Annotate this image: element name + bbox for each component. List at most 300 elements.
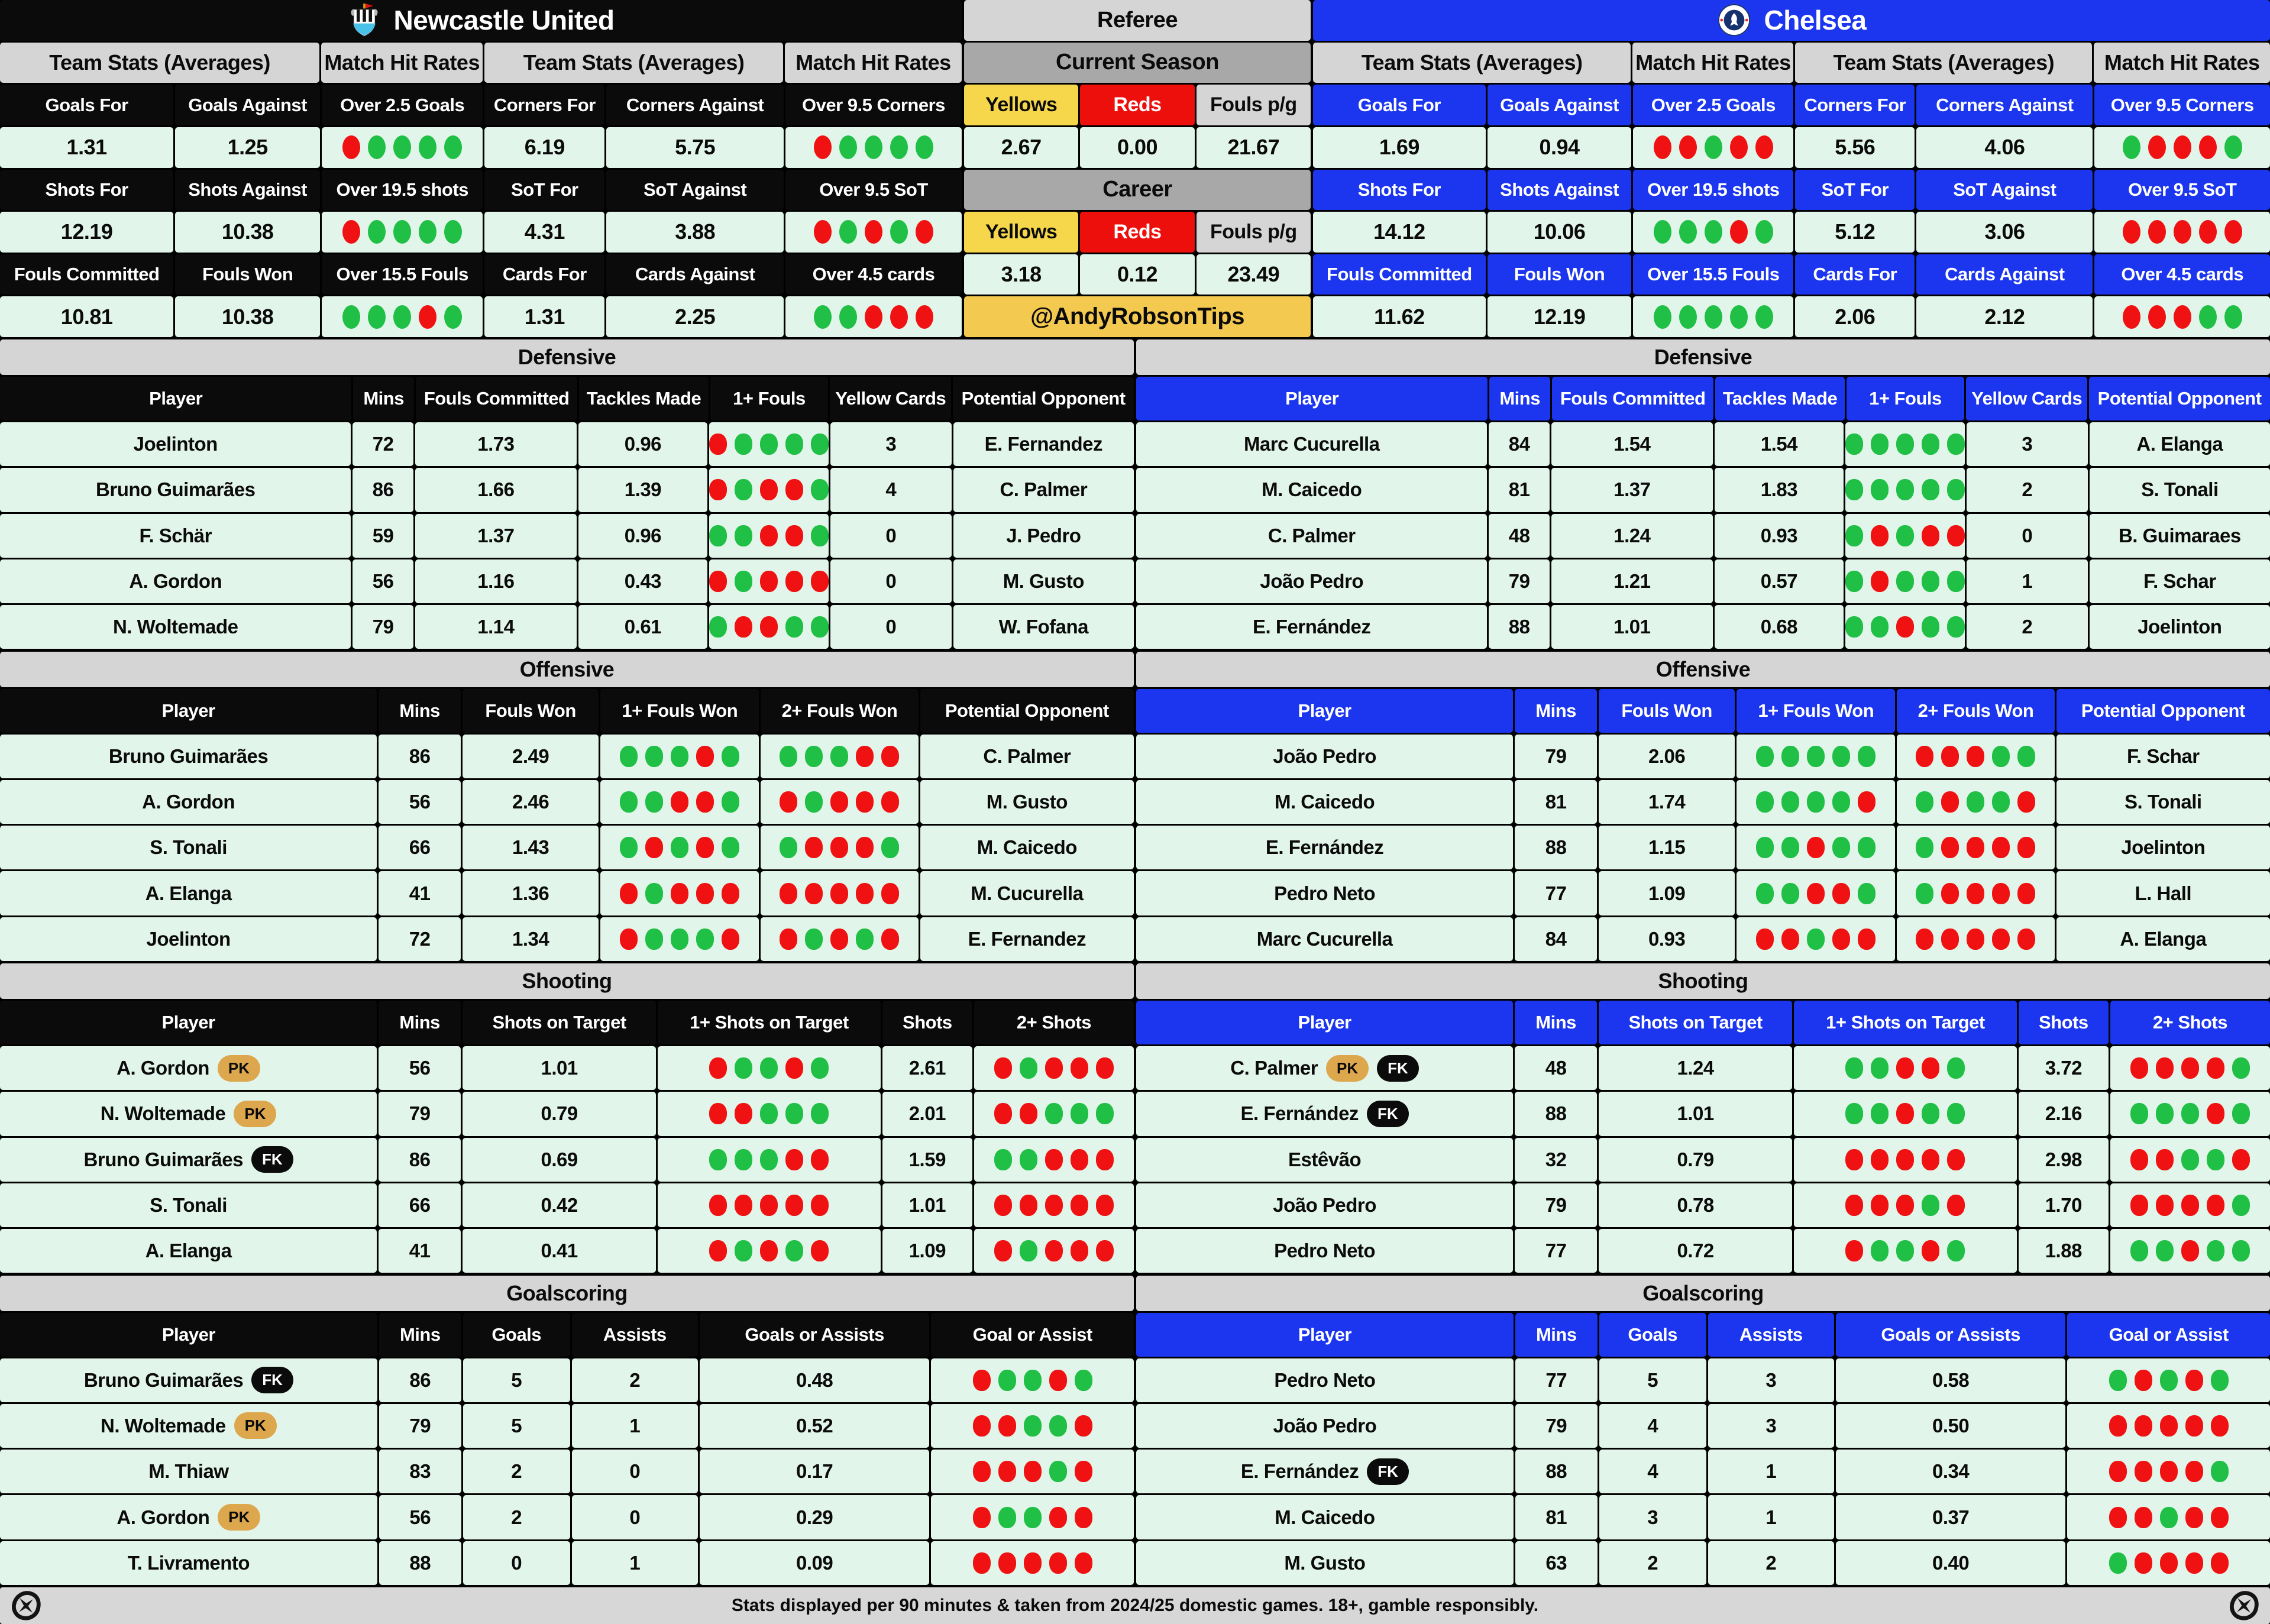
hit-dot-red xyxy=(2199,135,2217,159)
stat-value: 10.38 xyxy=(175,296,320,337)
player-name: A. Gordon xyxy=(117,1057,209,1079)
table-row xyxy=(1136,559,2270,603)
player-cell: E. Fernández xyxy=(1136,605,1487,649)
hit-dot-red xyxy=(1858,929,1876,950)
hit-dot-red xyxy=(2130,1195,2148,1216)
hit-dot-red xyxy=(2207,1057,2224,1079)
stat-value-row xyxy=(1313,212,2270,253)
stat-label: SoT For xyxy=(484,170,604,211)
hit-dot-red xyxy=(811,1149,829,1170)
hit-dot-green xyxy=(1020,1057,1037,1079)
hit-dot-red xyxy=(760,1240,778,1261)
hit-dot-red xyxy=(830,929,848,950)
table-cell: 79 xyxy=(379,1404,461,1448)
table-cell: 1 xyxy=(572,1541,698,1585)
hit-dot-red xyxy=(1781,929,1799,950)
penalty-taker-badge: PK xyxy=(234,1412,277,1439)
group-header-team-stats: Team Stats (Averages) xyxy=(0,43,319,83)
stat-label: Cards Against xyxy=(606,254,784,295)
offensive-section-away xyxy=(1136,652,2270,962)
column-header: Tackles Made xyxy=(1715,377,1844,420)
hit-dot-red xyxy=(709,1103,727,1124)
stat-value-row xyxy=(1313,127,2270,168)
hit-dot-red xyxy=(994,1103,1012,1124)
hit-dot-red xyxy=(1896,1103,1914,1124)
table-row xyxy=(1136,1358,2270,1402)
column-header: Player xyxy=(1136,689,1513,733)
hit-dot-green xyxy=(2181,1103,2199,1124)
table-cell: 88 xyxy=(1515,1092,1597,1135)
player-cell: Pedro Neto xyxy=(1136,1358,1514,1402)
hit-dot-green xyxy=(1967,791,1984,813)
hit-dot-green xyxy=(805,746,823,767)
hit-dot-green xyxy=(1992,791,2010,813)
column-header: 2+ Shots xyxy=(2110,1001,2270,1044)
hit-dot-red xyxy=(998,1415,1016,1437)
hit-dot-green xyxy=(1858,883,1876,904)
player-cell: Joelinton xyxy=(0,917,377,961)
hit-dot-green xyxy=(785,616,803,638)
hit-dot-green xyxy=(1845,525,1863,546)
hit-dot-red xyxy=(998,1552,1016,1574)
hit-dot-red xyxy=(419,305,436,329)
stat-value: 5.12 xyxy=(1795,212,1915,253)
hit-rate-dots xyxy=(780,837,899,858)
hit-dot-green xyxy=(1832,837,1850,858)
table-row xyxy=(0,1404,1134,1448)
table-cell xyxy=(931,1450,1134,1493)
hit-dot-green xyxy=(2224,135,2242,159)
stat-value xyxy=(1633,296,1793,337)
table-cell xyxy=(1737,826,1895,869)
hit-dot-red xyxy=(1896,1057,1914,1079)
shooting-section-home xyxy=(0,963,1134,1273)
table-cell: 1.24 xyxy=(1551,514,1713,558)
table-header-row xyxy=(0,1001,1134,1044)
table-cell: 2.61 xyxy=(882,1046,972,1090)
stat-label: Shots Against xyxy=(175,170,320,211)
hit-dot-red xyxy=(994,1195,1012,1216)
table-cell: 86 xyxy=(353,468,413,512)
hit-dot-red xyxy=(1096,1057,1114,1079)
hit-dot-green xyxy=(839,220,857,244)
table-row xyxy=(1136,917,2270,961)
table-cell: 2 xyxy=(572,1358,698,1402)
table-row xyxy=(1136,735,2270,778)
table-cell: 3 xyxy=(1599,1495,1706,1539)
hit-dot-green xyxy=(2156,1240,2174,1261)
table-cell: 1.14 xyxy=(415,605,577,649)
player-cell: A. Gordon xyxy=(0,559,351,603)
hit-dot-red xyxy=(865,305,882,329)
hit-dot-green xyxy=(1922,616,1939,638)
hit-dot-red xyxy=(830,791,848,813)
table-cell: Joelinton xyxy=(2090,605,2270,649)
hit-dot-red xyxy=(2156,1057,2174,1079)
table-cell: 0.48 xyxy=(700,1358,929,1402)
hit-dot-red xyxy=(1845,1149,1863,1170)
hit-dot-red xyxy=(760,616,778,638)
table-cell xyxy=(761,917,918,961)
table-row xyxy=(1136,1404,2270,1448)
table-cell: 1.39 xyxy=(578,468,707,512)
hit-dot-green xyxy=(1807,746,1825,767)
hit-dot-red xyxy=(2181,1057,2199,1079)
hit-rate-dots xyxy=(973,1507,1092,1528)
table-row xyxy=(0,1138,1134,1182)
column-header: Mins xyxy=(379,1313,461,1357)
hit-dot-red xyxy=(973,1552,991,1574)
table-cell: 3 xyxy=(1708,1404,1834,1448)
player-cell: S. Tonali xyxy=(0,826,377,869)
hit-dot-red xyxy=(1832,883,1850,904)
hit-dot-red xyxy=(1967,837,1984,858)
table-cell: 1.16 xyxy=(415,559,577,603)
table-cell: 1 xyxy=(1708,1495,1834,1539)
hit-dot-red xyxy=(1807,883,1825,904)
hit-rate-dots xyxy=(2130,1057,2250,1079)
stat-value: 10.06 xyxy=(1488,212,1632,253)
hit-dot-green xyxy=(1858,837,1876,858)
table-cell: 0.29 xyxy=(700,1495,929,1539)
hit-rate-dots xyxy=(2109,1415,2229,1437)
defensive-section-away xyxy=(1136,339,2270,649)
hit-dot-red xyxy=(1096,1195,1114,1216)
stat-label: Goals Against xyxy=(1488,85,1632,125)
stat-value xyxy=(2094,127,2270,168)
hit-dot-red xyxy=(2224,220,2242,244)
player-cell xyxy=(1136,1046,1513,1090)
table-cell: F. Schar xyxy=(2056,735,2270,778)
hit-dot-red xyxy=(785,479,803,500)
freekick-taker-badge: FK xyxy=(251,1146,293,1173)
hit-dot-red xyxy=(2211,1415,2229,1437)
hit-dot-green xyxy=(1845,571,1863,592)
table-row xyxy=(1136,1046,2270,1090)
table-cell xyxy=(2110,1138,2270,1182)
hit-dot-green xyxy=(780,837,797,858)
table-cell: 48 xyxy=(1489,514,1549,558)
hit-dot-red xyxy=(973,1507,991,1528)
hit-dot-green xyxy=(735,479,752,500)
table-cell xyxy=(658,1046,881,1090)
table-row xyxy=(1136,1183,2270,1227)
hit-dot-green xyxy=(1896,1240,1914,1261)
hit-dot-green xyxy=(393,135,411,159)
career-yellows-value: 3.18 xyxy=(964,254,1078,295)
table-cell: 1.73 xyxy=(415,422,577,466)
hit-dot-red xyxy=(760,525,778,546)
table-cell: 0 xyxy=(1967,514,2088,558)
hit-dot-red xyxy=(881,791,899,813)
table-row xyxy=(0,559,1134,603)
player-cell: Pedro Neto xyxy=(1136,1229,1513,1273)
stat-value: 1.25 xyxy=(175,127,320,168)
stat-label: Over 9.5 SoT xyxy=(785,170,962,211)
hit-dot-red xyxy=(2199,220,2217,244)
table-cell: 0.17 xyxy=(700,1450,929,1493)
hit-rate-dots xyxy=(1654,305,1773,329)
table-header-row xyxy=(1136,689,2270,733)
hit-rate-dots xyxy=(2130,1103,2250,1124)
section-title: Shooting xyxy=(1136,963,2270,999)
table-cell: 3 xyxy=(830,422,952,466)
hit-dot-green xyxy=(620,746,638,767)
hit-dot-red xyxy=(2017,883,2035,904)
table-cell: 2 xyxy=(1599,1541,1706,1585)
hit-dot-green xyxy=(1705,305,1722,329)
table-cell: 1.21 xyxy=(1551,559,1713,603)
table-cell: 79 xyxy=(1515,1183,1597,1227)
table-cell xyxy=(1897,871,2054,915)
table-cell xyxy=(1794,1183,2017,1227)
hit-dot-red xyxy=(1871,571,1889,592)
hit-dot-green xyxy=(393,305,411,329)
hit-dot-green xyxy=(1871,1103,1889,1124)
table-header-row xyxy=(1136,1001,2270,1044)
table-row xyxy=(0,1541,1134,1585)
table-cell: 1.70 xyxy=(2019,1183,2109,1227)
hit-dot-red xyxy=(1096,1149,1114,1170)
player-cell: Joelinton xyxy=(0,422,351,466)
hit-rate-dots xyxy=(780,791,899,813)
stat-value: 10.81 xyxy=(0,296,173,337)
hit-rate-dots xyxy=(2130,1240,2250,1261)
table-cell: 48 xyxy=(1515,1046,1597,1090)
player-cell: Estêvão xyxy=(1136,1138,1513,1182)
hit-dot-red xyxy=(2156,1149,2174,1170)
hit-dot-red xyxy=(1071,1195,1088,1216)
stat-label: Shots For xyxy=(1313,170,1486,211)
hit-rate-dots xyxy=(620,883,739,904)
hit-dot-green xyxy=(1947,434,1965,455)
hit-dot-green xyxy=(1871,616,1889,638)
table-cell: 0.09 xyxy=(700,1541,929,1585)
stat-label-row xyxy=(1313,170,2270,211)
hit-rate-dots xyxy=(620,791,739,813)
hit-dot-green xyxy=(856,929,874,950)
hit-dot-red xyxy=(1916,746,1933,767)
stat-label: Over 4.5 cards xyxy=(785,254,962,295)
table-cell xyxy=(2067,1404,2270,1448)
hit-dot-green xyxy=(1922,571,1939,592)
hit-rate-dots xyxy=(1845,479,1965,500)
table-header-row xyxy=(1136,1313,2270,1357)
hit-dot-red xyxy=(785,1149,803,1170)
table-cell: 3.72 xyxy=(2019,1046,2109,1090)
hit-dot-green xyxy=(1947,616,1965,638)
player-cell xyxy=(1136,1450,1514,1493)
hit-dot-red xyxy=(2130,1057,2148,1079)
hit-dot-red xyxy=(620,929,638,950)
stat-label: Over 9.5 Corners xyxy=(2094,85,2270,125)
hit-dot-red xyxy=(696,791,714,813)
stat-label: Over 19.5 shots xyxy=(322,170,483,211)
stat-value: 4.31 xyxy=(484,212,604,253)
hit-dot-red xyxy=(1947,1195,1965,1216)
stat-label: Over 2.5 Goals xyxy=(1633,85,1793,125)
stat-label: Cards Against xyxy=(1916,254,2093,295)
table-cell: 88 xyxy=(1489,605,1549,649)
hit-dot-red xyxy=(973,1370,991,1391)
column-header: Player xyxy=(0,689,377,733)
hit-rate-dots xyxy=(994,1103,1114,1124)
hit-dot-green xyxy=(419,220,436,244)
table-cell: 0 xyxy=(572,1495,698,1539)
table-cell: 0.43 xyxy=(578,559,707,603)
column-header: Goals or Assists xyxy=(1836,1313,2065,1357)
table-row xyxy=(1136,468,2270,512)
table-cell: 0 xyxy=(830,605,952,649)
player-cell: E. Fernández xyxy=(1136,826,1513,869)
table-cell xyxy=(931,1541,1134,1585)
hit-rate-dots xyxy=(1845,1240,1965,1261)
column-header: Fouls Won xyxy=(463,689,599,733)
table-cell: M. Caicedo xyxy=(920,826,1134,869)
stat-value: 2.06 xyxy=(1795,296,1915,337)
table-cell xyxy=(1845,605,1965,649)
table-cell: 79 xyxy=(1515,735,1597,778)
table-cell: M. Cucurella xyxy=(920,871,1134,915)
player-cell: M. Caicedo xyxy=(1136,468,1487,512)
player-name: E. Fernández xyxy=(1240,1102,1359,1125)
player-name: Bruno Guimarães xyxy=(83,1369,244,1391)
table-cell xyxy=(1794,1046,2017,1090)
hit-rate-dots xyxy=(342,135,462,159)
table-cell xyxy=(761,780,918,824)
hit-rate-dots xyxy=(620,929,739,950)
hit-dot-green xyxy=(805,791,823,813)
hit-dot-green xyxy=(709,525,727,546)
hit-dot-red xyxy=(722,883,739,904)
hit-dot-red xyxy=(1992,883,2010,904)
column-header: Mins xyxy=(1489,377,1550,420)
hit-dot-green xyxy=(1045,1103,1063,1124)
player-cell: M. Caicedo xyxy=(1136,1495,1514,1539)
table-row xyxy=(1136,1229,2270,1273)
table-cell: 79 xyxy=(1489,559,1549,603)
column-header: Mins xyxy=(1515,1001,1597,1044)
column-header: Tackles Made xyxy=(579,377,708,420)
hit-dot-green xyxy=(1896,571,1914,592)
stat-value: 3.88 xyxy=(606,212,784,253)
table-row xyxy=(0,871,1134,915)
hit-dot-red xyxy=(1922,1149,1939,1170)
hit-dot-red xyxy=(1947,1149,1965,1170)
hit-dot-green xyxy=(1832,791,1850,813)
table-cell xyxy=(600,780,759,824)
hit-dot-red xyxy=(2160,1415,2178,1437)
table-cell: 0.61 xyxy=(578,605,707,649)
table-cell xyxy=(761,826,918,869)
player-cell: João Pedro xyxy=(1136,1183,1513,1227)
table-row xyxy=(0,605,1134,649)
hit-dot-green xyxy=(722,746,739,767)
hit-rate-dots xyxy=(994,1195,1114,1216)
hit-dot-green xyxy=(1781,883,1799,904)
hit-dot-red xyxy=(1858,791,1876,813)
table-cell: 1 xyxy=(572,1404,698,1448)
hit-dot-red xyxy=(856,746,874,767)
hit-dot-green xyxy=(1947,1103,1965,1124)
table-cell: 59 xyxy=(353,514,413,558)
hit-dot-red xyxy=(2156,1195,2174,1216)
hit-dot-green xyxy=(1947,479,1965,500)
hit-dot-green xyxy=(1922,1195,1939,1216)
hit-dot-red xyxy=(2130,1149,2148,1170)
table-cell: 32 xyxy=(1515,1138,1597,1182)
stat-value: 5.56 xyxy=(1795,127,1915,168)
hit-rate-dots xyxy=(1916,929,2035,950)
hit-dot-green xyxy=(760,1149,778,1170)
away-team-top-block xyxy=(1313,0,2270,337)
hit-dot-green xyxy=(2199,305,2217,329)
player-cell xyxy=(0,1138,377,1182)
hit-dot-green xyxy=(811,1057,829,1079)
hit-dot-red xyxy=(709,479,727,500)
player-cell xyxy=(0,1495,377,1539)
season-fouls-value: 21.67 xyxy=(1197,127,1311,168)
column-header: 2+ Shots xyxy=(974,1001,1134,1044)
table-cell: 2 xyxy=(1967,468,2088,512)
table-cell: E. Fernandez xyxy=(920,917,1134,961)
hit-dot-green xyxy=(1871,434,1889,455)
stat-label-row xyxy=(0,170,962,211)
hit-dot-red xyxy=(1755,135,1773,159)
hit-dot-green xyxy=(419,135,436,159)
hit-dot-green xyxy=(2130,1240,2148,1261)
hit-dot-red xyxy=(2207,1103,2224,1124)
hit-rate-dots xyxy=(1756,746,1876,767)
hit-dot-red xyxy=(1941,837,1959,858)
stat-value: 0.94 xyxy=(1488,127,1632,168)
hit-dot-red xyxy=(1071,1057,1088,1079)
table-cell: 83 xyxy=(379,1450,461,1493)
hit-dot-green xyxy=(2211,1461,2229,1482)
hit-dot-red xyxy=(1967,746,1984,767)
hit-dot-green xyxy=(1020,1240,1037,1261)
hit-dot-red xyxy=(1992,929,2010,950)
table-cell: 2.46 xyxy=(463,780,599,824)
hit-dot-red xyxy=(1896,1149,1914,1170)
column-header: Potential Opponent xyxy=(2089,377,2270,420)
hit-dot-red xyxy=(785,571,803,592)
hit-dot-red xyxy=(1071,1240,1088,1261)
hit-rate-dots xyxy=(973,1552,1092,1574)
hit-dot-red xyxy=(1845,1240,1863,1261)
stat-label: Cards For xyxy=(484,254,604,295)
hit-dot-green xyxy=(393,220,411,244)
player-cell xyxy=(1136,1092,1513,1135)
hit-dot-green xyxy=(2109,1552,2127,1574)
hit-rate-dots xyxy=(620,746,739,767)
hit-rate-dots xyxy=(2109,1461,2229,1482)
hit-dot-green xyxy=(805,929,823,950)
hit-dot-red xyxy=(785,1057,803,1079)
hit-dot-green xyxy=(1916,883,1933,904)
hit-dot-green xyxy=(1922,1103,1939,1124)
table-cell xyxy=(1845,468,1965,512)
hit-rate-dots xyxy=(814,135,933,159)
table-cell xyxy=(658,1092,881,1135)
stat-label: SoT For xyxy=(1795,170,1915,211)
table-cell xyxy=(1737,871,1895,915)
hit-dot-red xyxy=(890,305,908,329)
column-header: Goals or Assists xyxy=(700,1313,929,1357)
table-cell: 56 xyxy=(353,559,413,603)
hit-dot-red xyxy=(760,1195,778,1216)
home-group-header-row xyxy=(0,43,962,83)
